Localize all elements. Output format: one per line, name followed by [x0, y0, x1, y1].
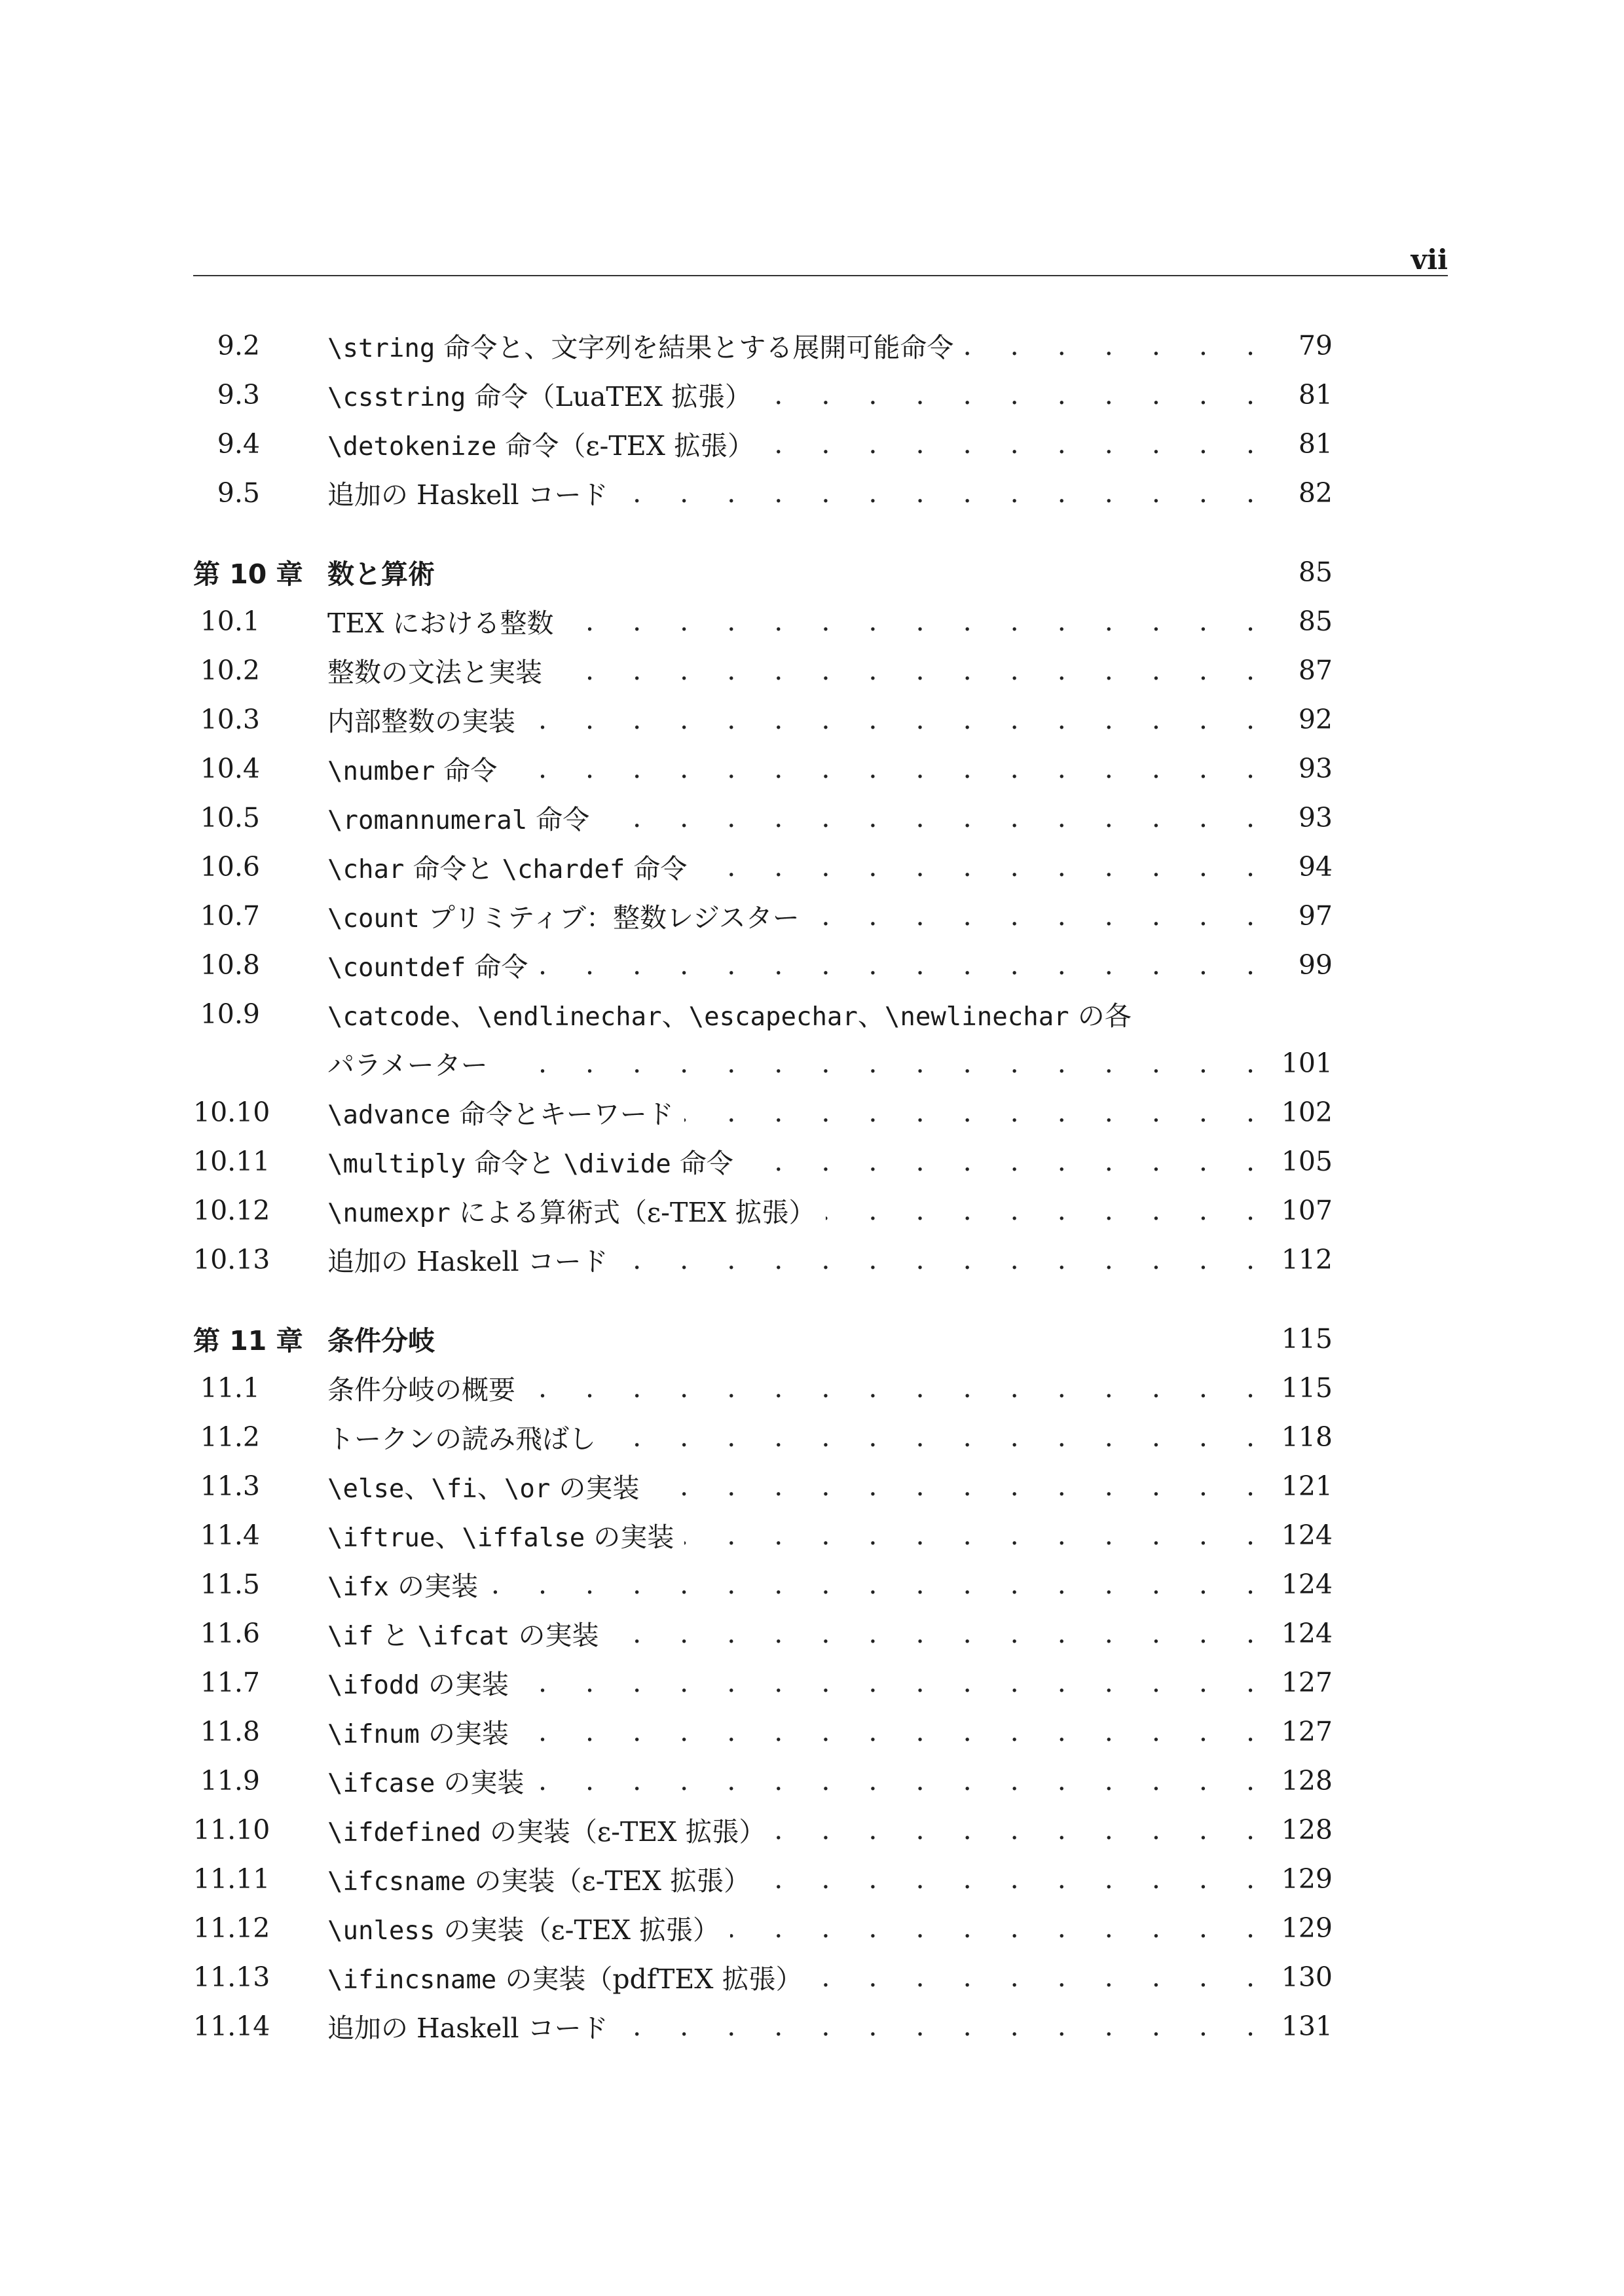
dot-leader: [765, 428, 1270, 460]
toc-entry-title: [327, 602, 554, 640]
toc-section-entry[interactable]: [193, 1038, 1333, 1087]
dot-leader: [619, 2011, 1270, 2042]
toc-title-text: 、: [404, 1472, 432, 1504]
toc-entry-number: 10.13: [193, 1243, 270, 1275]
toc-entry-number: 10.5: [200, 801, 260, 833]
toc-entry-title: [327, 945, 528, 984]
dot-leader: [553, 655, 1270, 686]
toc-command-name: \iffalse: [462, 1523, 585, 1553]
toc-page-number: 131: [1281, 2010, 1333, 2042]
toc-section-entry[interactable]: [193, 1707, 1333, 1756]
dot-leader: [697, 851, 1270, 883]
toc-page-number: 129: [1281, 1863, 1333, 1895]
toc-command-name: \iftrue: [327, 1523, 435, 1553]
toc-entry-number: 11.4: [200, 1519, 260, 1551]
toc-section-entry[interactable]: [193, 1952, 1333, 2001]
toc-entry-title: [327, 1516, 674, 1554]
toc-title-text: の実装（ε-TEX 拡張）: [481, 1816, 766, 1848]
toc-title-text: 命令とキーワード: [450, 1099, 674, 1130]
toc-entry-title: [327, 375, 752, 414]
toc-command-name: \unless: [327, 1916, 435, 1946]
toc-entry-number: 10.10: [193, 1096, 270, 1128]
dot-leader: [619, 477, 1270, 509]
dot-leader: [826, 1195, 1270, 1226]
toc-entry-title: [327, 1614, 599, 1652]
toc-title-text: の各: [1069, 1000, 1132, 1032]
toc-title-text: の実装: [388, 1571, 478, 1602]
toc-entry-title: [327, 424, 754, 463]
toc-command-name: \numexpr: [327, 1199, 451, 1228]
toc-entry-number: 11.9: [200, 1764, 260, 1796]
toc-title-text: 整数の文法と実装: [327, 657, 542, 688]
toc-command-name: \catcode: [327, 1002, 451, 1032]
dot-leader: [964, 330, 1270, 361]
toc-command-name: \ifx: [327, 1573, 389, 1602]
toc-section-entry[interactable]: [193, 468, 1333, 517]
toc-page-number: 81: [1298, 428, 1333, 460]
toc-entry-title: [327, 1859, 750, 1898]
toc-page-number: 127: [1281, 1666, 1333, 1698]
toc-entry-title: [327, 1319, 435, 1358]
toc-command-name: \else: [327, 1474, 405, 1504]
toc-command-name: \fi: [431, 1474, 477, 1504]
toc-entry-title: [327, 1761, 524, 1800]
toc-page-number: 130: [1281, 1961, 1333, 1993]
toc-entry-number: 9.4: [217, 428, 260, 460]
page-folio: vii: [1411, 244, 1448, 276]
toc-entry-title: [327, 1142, 733, 1180]
toc-section-entry[interactable]: [193, 1087, 1333, 1137]
toc-section-entry[interactable]: [193, 1363, 1333, 1412]
dot-leader: [684, 1097, 1270, 1128]
dot-leader: [619, 1244, 1270, 1275]
toc-title-text: 命令と: [466, 1148, 564, 1179]
toc-title-text: 命令: [671, 1148, 733, 1179]
toc-page-number: 124: [1281, 1617, 1333, 1649]
toc-command-name: \advance: [327, 1101, 451, 1130]
toc-chapter-entry[interactable]: [193, 547, 1333, 596]
toc-section-entry[interactable]: [193, 1235, 1333, 1284]
toc-command-name: \endlinechar: [477, 1002, 662, 1032]
toc-section-entry[interactable]: [193, 1756, 1333, 1805]
toc-title-text: の実装: [419, 1669, 509, 1700]
toc-page-number: 124: [1281, 1568, 1333, 1600]
toc-title-text: 条件分岐の概要: [327, 1374, 515, 1406]
toc-entry-number: 10.2: [200, 654, 260, 686]
toc-entry-number: 11.2: [200, 1421, 260, 1453]
toc-entry-number: 11.14: [193, 2010, 270, 2042]
toc-command-name: \ifcat: [417, 1622, 510, 1651]
toc-section-entry[interactable]: [193, 646, 1333, 695]
toc-title-text: 命令: [435, 755, 498, 786]
toc-title-text: 、: [857, 1000, 885, 1032]
toc-page-number: 112: [1281, 1243, 1333, 1275]
dot-leader: [519, 1716, 1270, 1747]
table-of-contents: [193, 321, 1333, 2050]
toc-page-number: 128: [1281, 1764, 1333, 1796]
toc-entry-title: [327, 1044, 488, 1082]
dot-leader: [606, 1421, 1270, 1453]
dot-leader: [564, 606, 1270, 637]
toc-command-name: \countdef: [327, 953, 466, 983]
toc-entry-title: [327, 1417, 596, 1456]
toc-page-number: 92: [1298, 703, 1333, 735]
toc-title-text: 数と算術: [327, 558, 435, 590]
toc-title-text: の実装（pdfTEX 拡張）: [496, 1963, 803, 1995]
toc-title-text: プリミティブ：整数レジスター: [419, 902, 800, 934]
toc-entry-number: 10.1: [200, 605, 260, 637]
toc-entry-title: [327, 2007, 608, 2045]
toc-page-number: 115: [1281, 1372, 1333, 1404]
toc-entry-number: 10.3: [200, 703, 260, 735]
toc-section-entry[interactable]: [193, 1461, 1333, 1510]
toc-entry-title: [327, 749, 497, 788]
toc-entry-title: [327, 1908, 720, 1947]
toc-section-entry[interactable]: [193, 940, 1333, 989]
toc-entry-number: 11.1: [200, 1372, 260, 1404]
dot-leader: [650, 1470, 1270, 1502]
toc-entry-number: 9.5: [217, 477, 260, 509]
toc-entry-number: 第 10 章: [193, 558, 303, 590]
toc-entry-number: 11.7: [200, 1666, 260, 1698]
toc-section-entry[interactable]: [193, 891, 1333, 940]
toc-section-entry[interactable]: [193, 842, 1333, 891]
toc-command-name: \count: [327, 904, 420, 934]
toc-title-text: トークンの読み飛ばし: [327, 1423, 596, 1455]
toc-entry-title: [327, 1565, 478, 1603]
toc-title-text: 内部整数の実装: [327, 706, 515, 737]
toc-entry-title: [327, 1093, 674, 1131]
toc-command-name: \ifnum: [327, 1720, 420, 1749]
toc-section-entry[interactable]: [193, 419, 1333, 468]
toc-title-text: 命令と: [404, 853, 502, 884]
toc-section-entry[interactable]: [193, 1412, 1333, 1461]
dot-leader: [684, 1520, 1270, 1551]
dot-leader: [519, 1667, 1270, 1698]
toc-command-name: \multiply: [327, 1150, 466, 1179]
toc-page-number: 118: [1281, 1421, 1333, 1453]
toc-title-text: の実装: [585, 1522, 674, 1553]
toc-section-entry[interactable]: [193, 989, 1333, 1038]
toc-section-entry[interactable]: [193, 1186, 1333, 1235]
dot-leader: [507, 753, 1270, 784]
toc-section-entry[interactable]: [193, 1137, 1333, 1186]
dot-leader: [498, 1048, 1270, 1079]
dot-leader: [776, 1814, 1270, 1846]
dot-leader: [534, 1765, 1270, 1796]
dot-leader: [526, 1372, 1270, 1404]
toc-section-entry[interactable]: [193, 1609, 1333, 1658]
toc-entry-number: 10.7: [200, 900, 260, 932]
toc-entry-title: [327, 1191, 815, 1230]
toc-command-name: \ifcsname: [327, 1867, 466, 1897]
toc-section-entry[interactable]: [193, 793, 1333, 842]
toc-command-name: \detokenize: [327, 432, 497, 462]
toc-title-text: の実装: [419, 1718, 509, 1749]
toc-page-number: 94: [1298, 850, 1333, 883]
toc-command-name: \number: [327, 757, 435, 786]
toc-title-text: 追加の Haskell コード: [327, 2013, 608, 2044]
toc-entry-number: 11.10: [193, 1813, 270, 1846]
toc-command-name: \string: [327, 334, 435, 363]
toc-section-entry[interactable]: [193, 2001, 1333, 2050]
toc-section-entry[interactable]: [193, 744, 1333, 793]
toc-title-text: 命令（ε-TEX 拡張）: [496, 430, 754, 462]
toc-title-text: パラメーター: [327, 1049, 488, 1081]
toc-entry-title: [327, 994, 1132, 1033]
toc-entry-number: 10.9: [200, 998, 260, 1030]
toc-section-entry[interactable]: [193, 1805, 1333, 1854]
toc-entry-title: [327, 1467, 639, 1505]
toc-title-text: 条件分岐: [327, 1325, 435, 1357]
toc-entry-number: 10.6: [200, 850, 260, 883]
dot-leader: [600, 802, 1270, 833]
toc-entry-title: [327, 798, 589, 837]
toc-command-name: \escapechar: [688, 1002, 858, 1032]
toc-entry-number: 10.8: [200, 949, 260, 981]
toc-command-name: \char: [327, 855, 405, 884]
toc-page-number: 81: [1298, 378, 1333, 410]
toc-page-number: 79: [1298, 329, 1333, 361]
toc-entry-title: [327, 473, 608, 512]
toc-page-number: 97: [1298, 900, 1333, 932]
toc-page-number: 115: [1281, 1322, 1333, 1355]
toc-entry-title: [327, 847, 687, 886]
toc-title-text: 追加の Haskell コード: [327, 1246, 608, 1277]
toc-command-name: \if: [327, 1622, 374, 1651]
toc-entry-number: 11.13: [193, 1961, 270, 1993]
toc-entry-title: [327, 326, 953, 365]
toc-section-entry[interactable]: [193, 370, 1333, 419]
toc-entry-number: 11.6: [200, 1617, 260, 1649]
dot-leader: [813, 1961, 1270, 1993]
toc-page-number: 85: [1298, 605, 1333, 637]
toc-entry-title: [327, 1368, 515, 1407]
dot-leader: [609, 1618, 1270, 1649]
toc-entry-title: [327, 553, 435, 591]
toc-entry-title: [327, 1712, 509, 1751]
toc-entry-number: 10.11: [193, 1145, 270, 1177]
toc-page-number: 105: [1281, 1145, 1333, 1177]
toc-section-entry[interactable]: [193, 1658, 1333, 1707]
toc-page-number: 82: [1298, 477, 1333, 509]
toc-title-text: 命令: [466, 951, 528, 983]
toc-title-text: TEX における整数: [327, 608, 554, 639]
toc-entry-title: [327, 1663, 509, 1702]
dot-leader: [526, 704, 1270, 735]
toc-command-name: \ifodd: [327, 1671, 420, 1700]
toc-entry-number: 9.3: [217, 378, 260, 410]
toc-page-number: 124: [1281, 1519, 1333, 1551]
toc-title-text: 、: [450, 1000, 477, 1032]
toc-command-name: \chardef: [502, 855, 625, 884]
toc-command-name: \divide: [563, 1150, 671, 1179]
toc-entry-number: 10.12: [193, 1194, 270, 1226]
toc-command-name: \ifcase: [327, 1769, 435, 1798]
toc-title-text: の実装（ε-TEX 拡張）: [435, 1914, 720, 1946]
toc-title-text: 命令と、文字列を結果とする展開可能命令: [435, 332, 954, 363]
dot-leader: [762, 379, 1270, 410]
toc-title-text: 、: [435, 1522, 462, 1553]
toc-page-number: 99: [1298, 949, 1333, 981]
toc-section-entry[interactable]: [193, 1559, 1333, 1609]
toc-entry-title: [327, 896, 800, 935]
toc-title-text: の実装: [435, 1767, 525, 1798]
toc-entry-number: 11.3: [200, 1470, 260, 1502]
toc-command-name: \csstring: [327, 383, 466, 412]
toc-command-name: \or: [504, 1474, 551, 1504]
dot-leader: [489, 1569, 1270, 1600]
toc-title-text: の実装: [550, 1472, 640, 1504]
toc-entry-number: 11.5: [200, 1568, 260, 1600]
toc-entry-number: 11.8: [200, 1715, 260, 1747]
toc-page-number: 102: [1281, 1096, 1333, 1128]
toc-section-entry[interactable]: [193, 596, 1333, 646]
toc-page-number: 101: [1281, 1047, 1333, 1079]
toc-section-entry[interactable]: [193, 1903, 1333, 1952]
toc-section-entry[interactable]: [193, 1510, 1333, 1559]
toc-page-number: 107: [1281, 1194, 1333, 1226]
toc-page-number: 87: [1298, 654, 1333, 686]
toc-entry-number: 11.11: [193, 1863, 270, 1895]
toc-title-text: 追加の Haskell コード: [327, 479, 608, 511]
toc-page-number: 93: [1298, 752, 1333, 784]
toc-page-number: 121: [1281, 1470, 1333, 1502]
toc-section-entry[interactable]: [193, 695, 1333, 744]
toc-entry-number: 10.4: [200, 752, 260, 784]
toc-entry-title: [327, 1958, 802, 1996]
toc-page-number: 129: [1281, 1912, 1333, 1944]
dot-leader: [730, 1912, 1270, 1944]
toc-entry-title: [327, 700, 515, 738]
toc-entry-number: 第 11 章: [193, 1325, 303, 1357]
toc-section-entry[interactable]: [193, 1854, 1333, 1903]
toc-command-name: \ifdefined: [327, 1818, 481, 1848]
toc-page-number: 127: [1281, 1715, 1333, 1747]
toc-entry-number: 9.2: [217, 329, 260, 361]
dot-leader: [761, 1863, 1270, 1895]
dot-leader: [810, 900, 1270, 932]
toc-entry-title: [327, 1240, 608, 1279]
toc-title-text: 命令: [625, 853, 688, 884]
toc-page-number: 128: [1281, 1813, 1333, 1846]
toc-page-number: 93: [1298, 801, 1333, 833]
toc-title-text: と: [373, 1620, 418, 1651]
toc-title-text: 、: [661, 1000, 689, 1032]
running-header: [193, 237, 1448, 276]
toc-title-text: 命令: [527, 804, 590, 835]
dot-leader: [538, 949, 1270, 981]
dot-leader: [744, 1146, 1270, 1177]
toc-section-entry[interactable]: [193, 321, 1333, 370]
toc-page-number: 85: [1298, 556, 1333, 588]
toc-command-name: \ifincsname: [327, 1965, 497, 1995]
toc-title-text: 、: [477, 1472, 504, 1504]
toc-title-text: の実装（ε-TEX 拡張）: [466, 1865, 750, 1897]
toc-title-text: 命令（LuaTEX 拡張）: [466, 381, 752, 412]
toc-chapter-entry[interactable]: [193, 1314, 1333, 1363]
toc-gap: [193, 1284, 1333, 1314]
toc-command-name: \newlinechar: [884, 1002, 1069, 1032]
toc-entry-title: [327, 651, 542, 689]
toc-gap: [193, 517, 1333, 547]
toc-entry-title: [327, 1810, 766, 1849]
toc-entry-number: 11.12: [193, 1912, 270, 1944]
toc-command-name: \romannumeral: [327, 806, 528, 835]
toc-title-text: による算術式（ε-TEX 拡張）: [450, 1197, 816, 1228]
toc-title-text: の実装: [509, 1620, 599, 1651]
